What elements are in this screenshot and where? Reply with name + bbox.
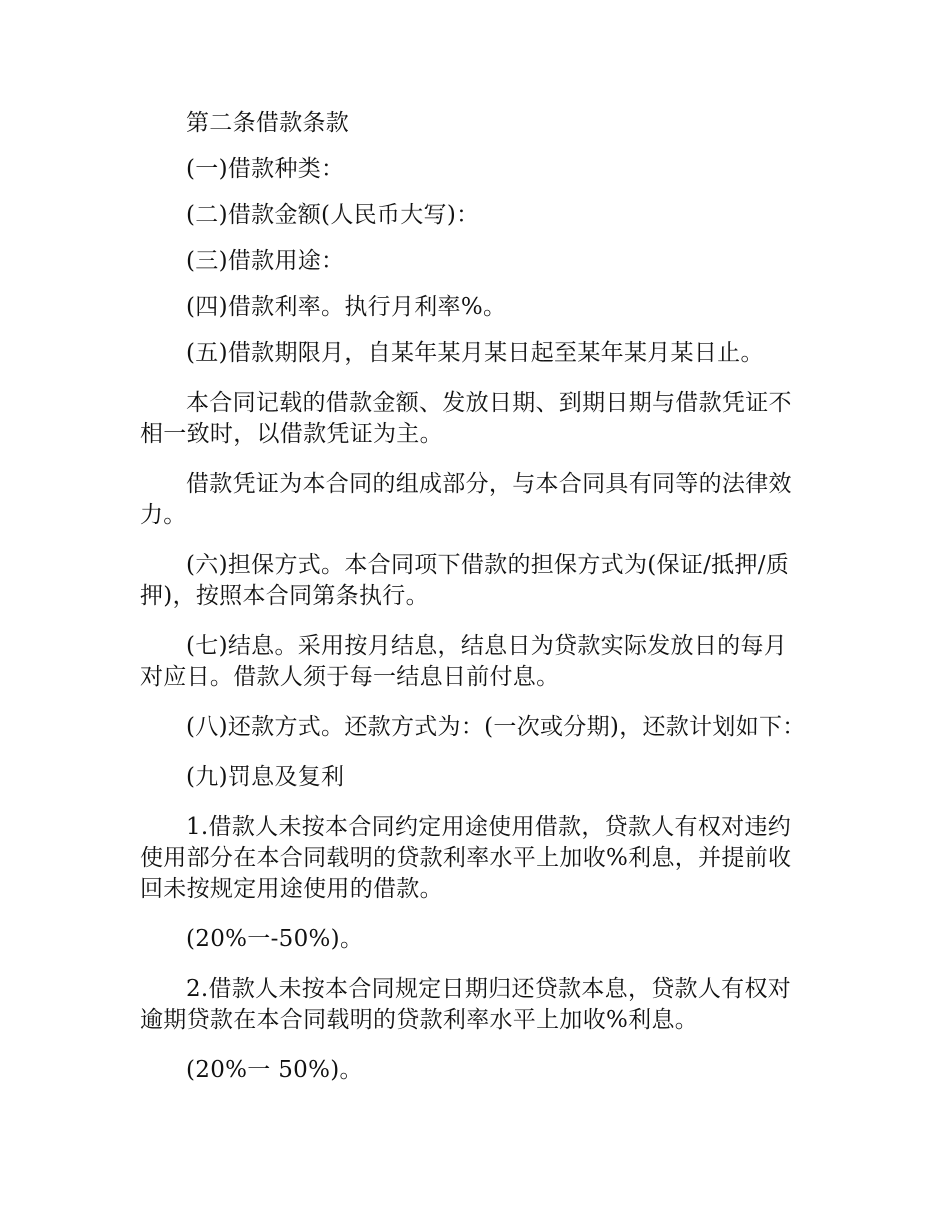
document-body bbox=[140, 108, 808, 1086]
section-heading: 第二条借款条款 bbox=[186, 110, 350, 136]
clause-loan-type: (一)借款种类： bbox=[186, 156, 345, 182]
clause-guarantee-method: (六)担保方式。本合同项下借款的担保方式为(保证/抵押/质押)，按照本合同第条执行。 bbox=[140, 552, 790, 609]
clause-loan-purpose: (三)借款用途： bbox=[186, 248, 345, 274]
paragraph-record-mismatch: 本合同记载的借款金额、发放日期、到期日期与借款凭证不相一致时，以借款凭证为主。 bbox=[140, 390, 792, 447]
penalty-range-1: (20%一-50%)。 bbox=[186, 926, 364, 952]
penalty-range-2: (20%一 50%)。 bbox=[186, 1057, 363, 1083]
clause-loan-amount: (二)借款金额(人民币大写)： bbox=[186, 202, 480, 228]
penalty-item-2: 2.借款人未按本合同规定日期归还贷款本息，贷款人有权对逾期贷款在本合同载明的贷款利率水平上加收%利息。 bbox=[140, 976, 792, 1033]
clause-penalty-interest: (九)罚息及复利 bbox=[186, 764, 345, 790]
clause-repayment-method: (八)还款方式。还款方式为：(一次或分期)，还款计划如下： bbox=[186, 714, 806, 740]
clause-interest-rate: (四)借款利率。执行月利率%。 bbox=[186, 294, 507, 320]
paragraph-voucher-validity: 借款凭证为本合同的组成部分，与本合同具有同等的法律效力。 bbox=[140, 471, 792, 528]
clause-loan-term: (五)借款期限月，自某年某月某日起至某年某月某日止。 bbox=[186, 340, 764, 366]
clause-interest-settlement: (七)结息。采用按月结息，结息日为贷款实际发放日的每月对应日。借款人须于每一结息日前付息。 bbox=[140, 633, 788, 690]
penalty-item-1: 1.借款人未按本合同约定用途使用借款，贷款人有权对违约使用部分在本合同载明的贷款利率水平上加收%利息，并提前收回未按规定用途使用的借款。 bbox=[140, 814, 792, 902]
